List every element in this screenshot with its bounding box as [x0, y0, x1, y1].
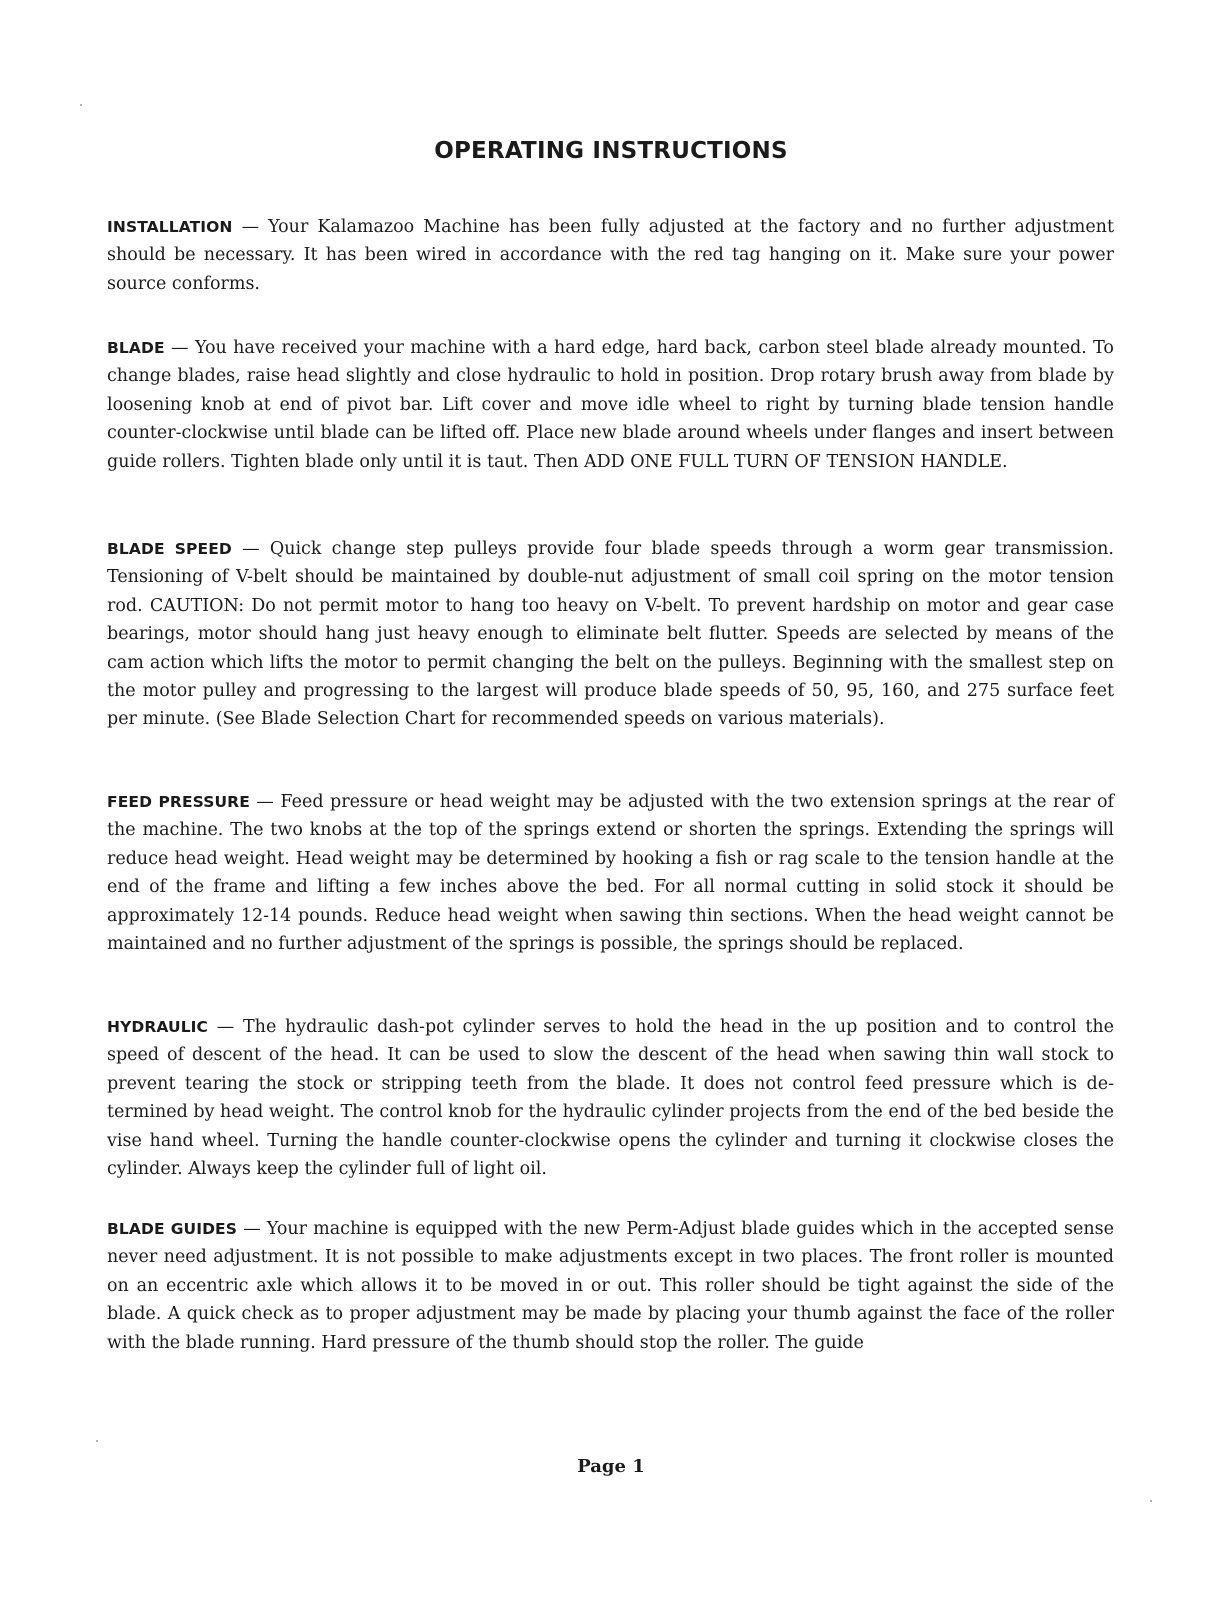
em-dash: — [243, 1219, 261, 1239]
section-blade-speed [107, 535, 1114, 734]
section-hydraulic [107, 1013, 1114, 1183]
section-feed-pressure [107, 788, 1114, 958]
section-text: Your Kalamazoo Machine has been fully adjusted at the factory and no further adjustment should be necessary. It has been wired in accordance with the red tag hanging on it. Make sure your power source conforms. [107, 217, 1114, 294]
em-dash: — [171, 338, 189, 358]
em-dash: — [256, 792, 274, 812]
scan-speck [1150, 1500, 1152, 1502]
section-heading: BLADE SPEED [107, 540, 232, 558]
section-blade [107, 334, 1114, 476]
section-heading: FEED PRESSURE [107, 793, 250, 811]
section-heading: INSTALLATION [107, 218, 233, 236]
scan-speck [80, 104, 82, 106]
page-number: Page 1 [577, 1456, 645, 1477]
section-text: You have received your machine with a hard edge, hard back, carbon steel blade already mounted. To change blades, raise head slightly and close hydraulic to hold in position. Drop rotary brush away from blade by loosening knob at end of pivot bar. Lift cover and move idle wheel to right by turning blade tension handle counter-clockwise until blade can be lifted off. Place new blade around wheels under flanges and insert between guide rollers. Tighten blade only until it is taut. Then ADD ONE FULL TURN OF TENSION HANDLE. [107, 338, 1114, 472]
section-text: Your machine is equipped with the new Perm-Adjust blade guides which in the accepted sense never need adjustment. It is not possible to make adjustments except in two places. The front roller is mounted on an eccentric axle which allows it to be moved in or out. This roller should be tight against the side of the blade. A quick check as to proper adjustment may be made by placing your thumb against the face of the roller with the blade running. Hard pressure of the thumb should stop the roller. The guide [107, 1219, 1114, 1353]
em-dash: — [242, 539, 260, 559]
section-text: The hydraulic dash-pot cylinder serves to hold the head in the up position and to control the speed of descent of the head. It can be used to slow the descent of the head when sawing thin wall stock to prevent tearing the stock or stripping teeth from the blade. It does not control feed pressure which is determined by head weight. The control knob for the hydraulic cylinder projects from the end of the bed beside the vise hand wheel. Turning the handle counter-clockwise opens the cylinder and turning it clockwise closes the cylinder. Always keep the cylinder full of light oil. [107, 1017, 1114, 1180]
section-blade-guides [107, 1215, 1114, 1357]
em-dash: — [216, 1017, 235, 1037]
section-text: Feed pressure or head weight may be adjusted with the two extension springs at the rear of the machine. The two knobs at the top of the springs extend or shorten the springs. Extending the springs will reduce head weight. Head weight may be determined by hooking a fish or rag scale to the tension handle at the end of the frame and lifting a few inches above the bed. For all normal cutting in solid stock it should be approximately 12-14 pounds. Reduce head weight when sawing thin sections. When the head weight cannot be maintained and no further adjustment of the springs is possible, the springs should be replaced. [107, 792, 1114, 955]
scan-speck [96, 1440, 98, 1442]
section-heading: BLADE GUIDES [107, 1220, 237, 1238]
section-heading: BLADE [107, 339, 165, 357]
section-installation [107, 213, 1114, 298]
section-text: Quick change step pulleys provide four blade speeds through a worm gear transmission. Tensioning of V-belt should be maintained by double-nut adjustment of small coil spring on the motor tension rod. CAUTION: Do not permit motor to hang too heavy on V-belt. To prevent hardship on motor and gear case bearings, motor should hang just heavy enough to eliminate belt flutter. Speeds are selected by means of the cam action which lifts the motor to permit changing the belt on the pulleys. Beginning with the smallest step on the motor pulley and progressing to the largest will produce blade speeds of 50, 95, 160, and 275 surface feet per minute. (See Blade Selection Chart for recommended speeds on various materials). [107, 539, 1114, 730]
em-dash: — [241, 217, 260, 237]
section-heading: HYDRAULIC [107, 1018, 209, 1036]
page-title: OPERATING INSTRUCTIONS [434, 138, 788, 164]
